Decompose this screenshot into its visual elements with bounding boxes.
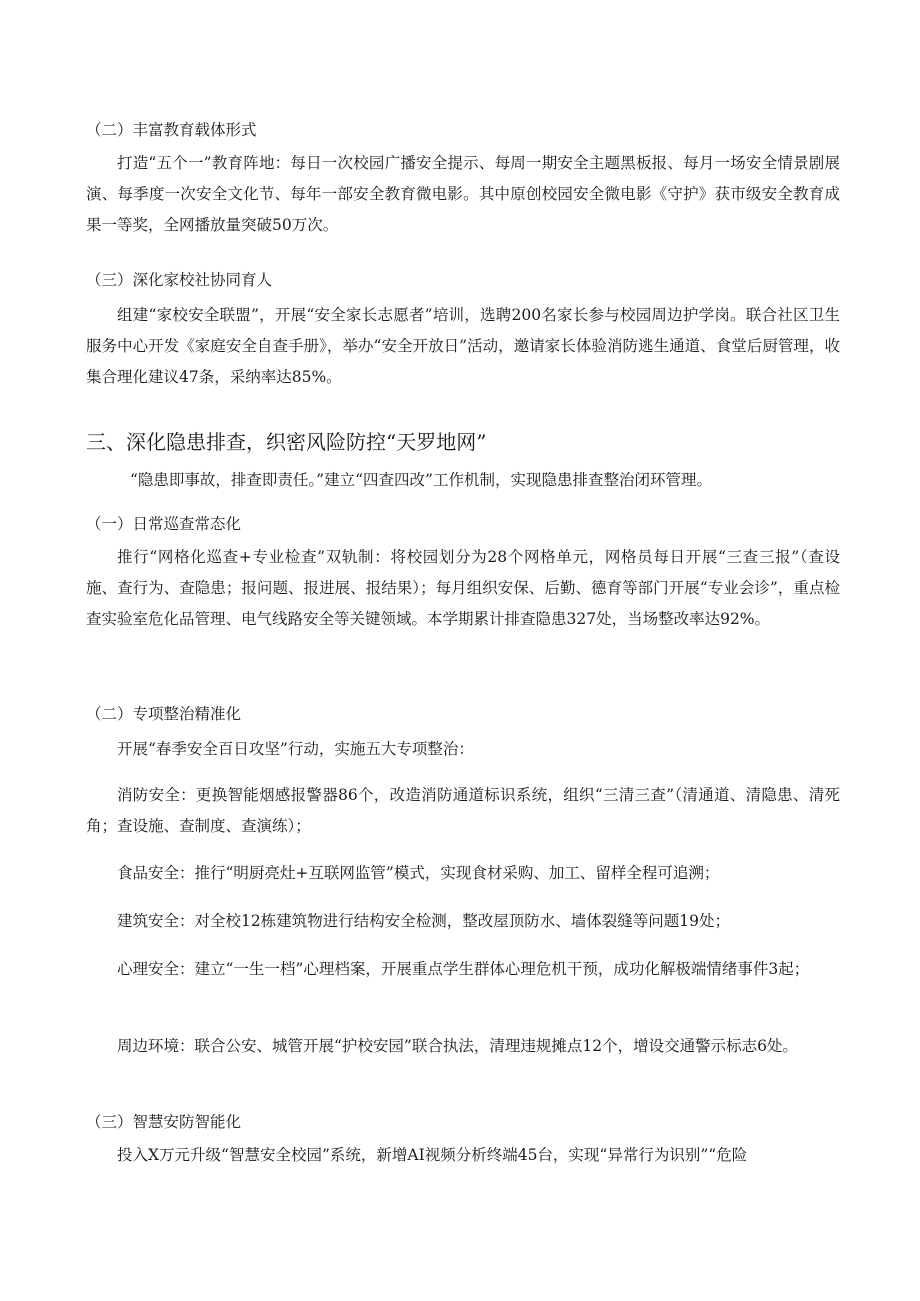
subheading-smart-security: （三）智慧安防智能化 bbox=[86, 1113, 242, 1131]
paragraph-spring-campaign: 开展“春季安全百日攻坚”行动，实施五大专项整治： bbox=[117, 740, 474, 758]
subheading-enrich-education-forms: （二）丰富教育载体形式 bbox=[86, 121, 257, 139]
paragraph-five-ones: 打造“五个一”教育阵地：每日一次校园广播安全提示、每周一期安全主题黑板报、每月一场安全情景剧展演、每季度一次安全文化节、每年一部安全教育微电影。其中原创校园安全微电影《守护》获市级安全教育成果一等奖，全网播放量突破50万次。 bbox=[86, 154, 840, 234]
paragraph-building-safety: 建筑安全：对全校12栋建筑物进行结构安全检测，整改屋顶防水、墙体裂缝等问题19处； bbox=[117, 912, 730, 930]
paragraph-surrounding-environment: 周边环境：联合公安、城管开展“护校安园”联合执法，清理违规摊点12个，增设交通警示标志6处。 bbox=[117, 1037, 798, 1055]
paragraph-safety-alliance: 组建“家校安全联盟”，开展“安全家长志愿者”培训，选聘200名家长参与校园周边护学岗。联合社区卫生服务中心开发《家庭安全自查手册》，举办“安全开放日”活动，邀请家长体验消防逃生通道、食堂后厨管理，收集合理化建议47条，采纳率达85%。 bbox=[86, 306, 840, 386]
subheading-daily-patrol: （一）日常巡查常态化 bbox=[86, 515, 242, 533]
paragraph-smart-campus-system: 投入X万元升级“智慧安全校园”系统，新增AI视频分析终端45台，实现“异常行为识别”“危险 bbox=[117, 1146, 748, 1164]
lead-paragraph-four-checks: “隐患即事故，排查即责任。”建立“四查四改”工作机制，实现隐患排查整治闭环管理。 bbox=[130, 471, 712, 489]
paragraph-grid-patrol: 推行“网格化巡查+专业检查”双轨制：将校园划分为28个网格单元，网格员每日开展“三查三报”（查设施、查行为、查隐患；报问题、报进展、报结果）；每月组织安保、后勤、德育等部门开展“专业会诊”，重点检查实验室危化品管理、电气线路安全等关键领域。本学期累计排查隐患327处，当场整改率达92%。 bbox=[86, 548, 840, 628]
subheading-special-rectification: （二）专项整治精准化 bbox=[86, 705, 242, 723]
paragraph-fire-safety: 消防安全：更换智能烟感报警器86个，改造消防通道标识系统，组织“三清三查”（清通道、清隐患、清死角；查设施、查制度、查演练）； bbox=[86, 786, 840, 835]
paragraph-food-safety: 食品安全：推行“明厨亮灶+互联网监管”模式，实现食材采购、加工、留样全程可追溯； bbox=[117, 864, 720, 882]
section-heading-hazard-inspection: 三、深化隐患排查，织密风险防控“天罗地网” bbox=[86, 430, 487, 454]
subheading-home-school-community: （三）深化家校社协同育人 bbox=[86, 271, 273, 289]
paragraph-mental-safety: 心理安全：建立“一生一档”心理档案，开展重点学生群体心理危机干预，成功化解极端情绪事件3起； bbox=[117, 960, 810, 978]
